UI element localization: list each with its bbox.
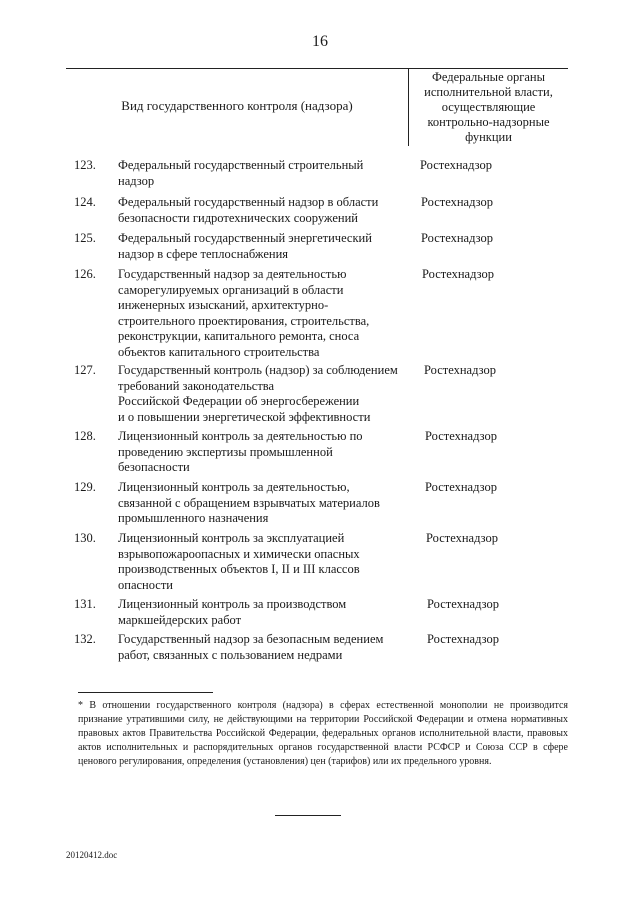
row-number: 128.: [74, 429, 96, 443]
row-authority: Ростехнадзор: [421, 231, 493, 245]
footnote-separator: [78, 692, 213, 693]
row-number: 129.: [74, 480, 96, 494]
header-authority-line: контрольно-надзорные: [427, 115, 550, 129]
description-line: Федеральный государственный надзор в области: [118, 195, 379, 209]
description-line: и о повышении энергетической эффективности: [118, 409, 371, 424]
description-line: промышленного назначения: [118, 511, 269, 525]
header-column-authority: [409, 70, 568, 145]
description-line: Российской Федерации об энергосбережении: [118, 394, 360, 408]
header-authority-line: Федеральные органы: [431, 70, 546, 84]
row-number: 127.: [74, 363, 96, 377]
description-line: безопасности гидротехнических сооружений: [118, 210, 358, 225]
description-line: опасности: [118, 577, 173, 592]
description-line: строительного проектирования, строительства,: [118, 313, 370, 328]
end-of-page-rule: [275, 815, 341, 816]
row-authority: Ростехнадзор: [425, 480, 497, 494]
row-authority: Ростехнадзор: [427, 597, 499, 611]
row-number: 123.: [74, 158, 96, 172]
row-number: 124.: [74, 195, 96, 209]
table-top-rule: [66, 68, 568, 69]
row-number: 130.: [74, 531, 96, 545]
header-authority-line: исполнительной власти,: [424, 85, 553, 99]
description-line: маркшейдерских работ: [118, 612, 242, 627]
description-line: требований законодательства: [118, 378, 275, 393]
row-description: [118, 363, 418, 425]
description-line: Государственный контроль (надзор) за соблюдением: [118, 363, 398, 377]
row-description: [118, 480, 418, 527]
row-number: 125.: [74, 231, 96, 245]
row-description: [118, 597, 418, 628]
row-authority: Ростехнадзор: [422, 267, 494, 281]
row-authority: Ростехнадзор: [426, 531, 498, 545]
row-description: [118, 531, 418, 593]
description-line: Государственный надзор за деятельностью: [118, 267, 347, 281]
row-description: [118, 429, 418, 476]
row-authority: Ростехнадзор: [424, 363, 496, 377]
description-line: Федеральный государственный строительный: [118, 158, 364, 172]
description-line: Федеральный государственный энергетический: [118, 231, 372, 245]
description-line: инженерных изысканий, архитектурно-: [118, 298, 329, 312]
row-authority: Ростехнадзор: [420, 158, 492, 172]
row-description: [118, 632, 418, 663]
description-line: безопасности: [118, 460, 190, 474]
header-authority-line: функции: [465, 130, 512, 144]
description-line: объектов капитального строительства: [118, 344, 320, 359]
row-number: 126.: [74, 267, 96, 281]
row-number: 131.: [74, 597, 96, 611]
description-line: взрывопожароопасных и химически опасных: [118, 546, 360, 561]
row-authority: Ростехнадзор: [421, 195, 493, 209]
row-description: [118, 231, 418, 262]
row-authority: Ростехнадзор: [427, 632, 499, 646]
page-number: 16: [312, 33, 328, 50]
description-line: саморегулируемых организаций в области: [118, 282, 344, 297]
row-description: [118, 195, 418, 226]
description-line: связанной с обращением взрывчатых материалов: [118, 495, 380, 510]
row-description: [118, 158, 418, 189]
description-line: надзор: [118, 173, 155, 188]
row-authority: Ростехнадзор: [425, 429, 497, 443]
description-line: Лицензионный контроль за деятельностью по: [118, 429, 363, 443]
row-number: 132.: [74, 632, 96, 646]
description-line: Государственный надзор за безопасным ведением: [118, 632, 384, 646]
description-line: Лицензионный контроль за деятельностью,: [118, 480, 350, 494]
description-line: Лицензионный контроль за производством: [118, 597, 347, 611]
description-line: работ, связанных с пользованием недрами: [118, 647, 343, 662]
description-line: надзор в сфере теплоснабжения: [118, 246, 289, 261]
header-authority-line: осуществляющие: [441, 100, 536, 114]
description-line: Лицензионный контроль за эксплуатацией: [118, 531, 345, 545]
header-column-type: Вид государственного контроля (надзора): [121, 98, 353, 113]
document-filename: 20120412.doc: [66, 850, 118, 860]
description-line: производственных объектов I, II и III классов: [118, 562, 360, 576]
description-line: проведению экспертизы промышленной: [118, 444, 333, 459]
description-line: реконструкции, капитального ремонта, сноса: [118, 329, 360, 343]
row-description: [118, 267, 418, 360]
footnote-text: * В отношении государственного контроля (надзора) в сферах естественной монополии не производится признание утратившими силу, не действующими на территории Российской Федерации и отмена нормативных правовых актов Правительства Российской Федерации, федеральных органов исполнительной власти, правовых актов исполнительных и распорядительных органов государственной власти РСФСР и Союза ССР в сфере ценового регулирования, определения (установления) цен (тарифов) или их предельного уровня.: [78, 700, 568, 767]
